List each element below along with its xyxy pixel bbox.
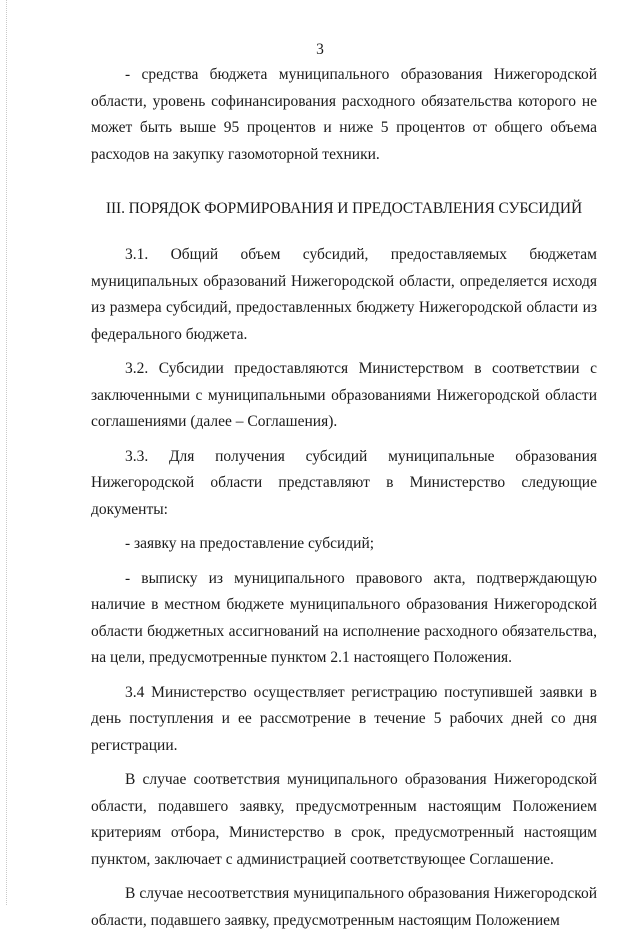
list-item-extract: - выписку из муниципального правового акта, подтверждающую наличие в местном бюджете муниципального образования Нижегородской области бюджетных ассигнований на исполнение расходного обязательства, на цели, предусмотренные пунктом 2.1 настоящего Положения.: [91, 569, 597, 666]
paragraph-3-4: 3.4 Министерство осуществляет регистрацию поступившей заявки в день поступления и ее рассмотрение в течение 5 рабочих дней со дня регистрации.: [91, 683, 597, 754]
paragraph-noncompliance: В случае несоответствия муниципального образования Нижегородской области, подавшего заявку, предусмотренным настоящим Положением: [91, 885, 597, 929]
section-heading: III. ПОРЯДОК ФОРМИРОВАНИЯ И ПРЕДОСТАВЛЕНИЯ СУБСИДИЙ: [105, 200, 583, 217]
page-number: 3: [316, 41, 324, 58]
document-body: [91, 62, 597, 934]
paragraph-3-3: 3.3. Для получения субсидий муниципальные образования Нижегородской области представляют в Министерство следующие документы:: [91, 447, 597, 518]
paragraph-3-2: 3.2. Субсидии предоставляются Министерством в соответствии с заключенными с муниципальными образованиями Нижегородской области соглашениями (далее – Соглашения).: [91, 360, 597, 430]
paragraph-compliance: В случае соответствия муниципального образования Нижегородской области, подавшего заявку, предусмотренным настоящим Положением критериям отбора, Министерство в срок, предусмотренный настоящим пунктом, заключает с администрацией соответствующее Соглашение.: [91, 771, 597, 868]
scan-edge-mark: [6, 0, 8, 905]
list-item-application: - заявку на предоставление субсидий;: [125, 535, 375, 552]
paragraph-3-1: 3.1. Общий объем субсидий, предоставляемых бюджетам муниципальных образований Нижегородской области, определяется исходя из размера субсидий, предоставленных бюджету Нижегородской области из федерального бюджета.: [91, 246, 597, 343]
paragraph-budget-funds: - средства бюджета муниципального образования Нижегородской области, уровень софинансирования расходного обязательства которого не может быть выше 95 процентов и ниже 5 процентов от общего объема расходов на закупку газомоторной техники.: [91, 66, 597, 163]
